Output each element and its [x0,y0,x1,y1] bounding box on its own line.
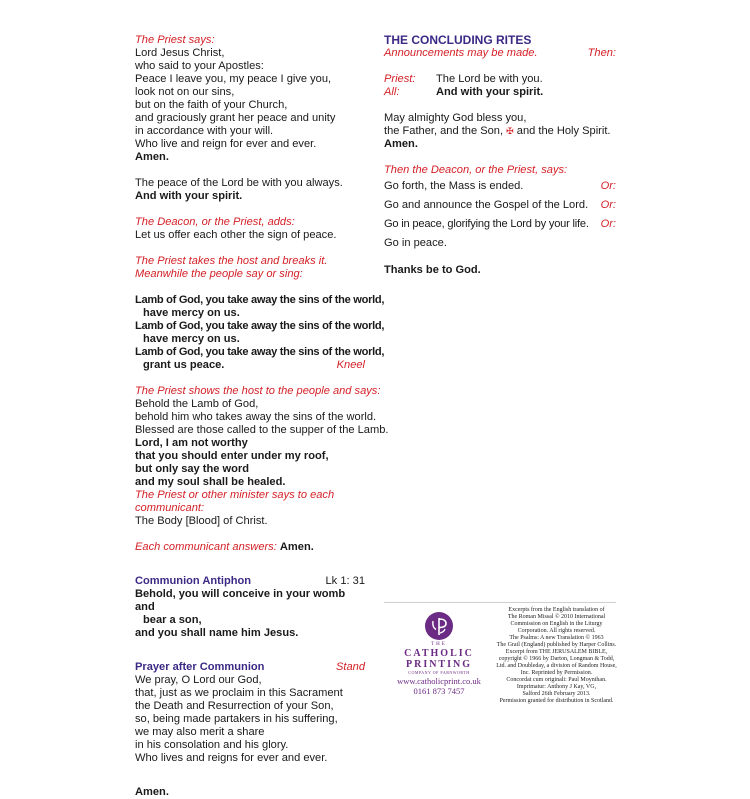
blessing-amen: Amen. [384,138,418,150]
prayer-line: Who live and reign for ever and ever. [135,138,317,150]
prayer-line: in accordance with your will. [135,125,274,137]
copyright-line: Corporation. All rights reserved. [517,628,596,634]
lamb-line: Lamb of God, you take away the sins of the world, [135,294,385,306]
dismissal-row [384,199,616,212]
dismissal-text: Go and announce the Gospel of the Lord. [384,199,589,211]
amen-response: Amen. [279,541,314,553]
website-link[interactable]: www.catholicprint.co.uk [397,676,481,686]
copyright-line: Salford 26th February 2013. [522,691,591,697]
prayer-line: look not on our sins, [135,86,235,98]
copyright-line: Ltd. and Doubleday, a division of Random House, [496,663,617,669]
publisher-footer [384,602,617,704]
dismissal-text: Go in peace, glorifying the Lord by your life. [384,218,589,230]
copyright-line: Excerpts from the English translation of [508,607,605,613]
mercy-line: have mercy on us. [143,333,240,345]
logo-subtitle: COMPANY OF FARNWORTH [408,670,470,675]
response-line: Lord, I am not worthy [135,437,248,449]
antiphon-line: and you shall name him Jesus. [135,627,299,639]
prayer-line: Peace I leave you, my peace I give you, [135,73,332,85]
prayer-line: Lord Jesus Christ, [135,47,225,59]
copyright-line: The Psalms: A new Translation © 1963 [509,635,604,641]
behold-line: Blessed are those called to the supper of the Lamb. [135,424,389,436]
pac-line: we may also merit a share [135,726,265,738]
cross-icon: ✠ [506,126,514,136]
rubric-communicant: communicant: [135,502,205,514]
lamb-of-god [135,294,385,372]
lord-not-worthy [135,437,365,489]
copyright-line: Imprimatur: Anthony J Kay, VG, [516,684,597,690]
mercy-line: have mercy on us. [143,307,240,319]
response-line: but only say the word [135,463,250,475]
all-label: All: [384,86,400,98]
pac-heading-row [135,661,365,674]
prayer-after-communion-text [135,674,365,765]
body-blood-line: The Body [Blood] of Christ. [135,515,268,527]
rubric-then: Then: [587,47,616,59]
copyright-line: Permission granted for distribution in Scotland. [499,698,614,704]
blessing-trinity-line [384,125,616,138]
antiphon-heading-row [135,575,365,588]
copyright-line: Excerpt from THE JERUSALEM BIBLE, [505,649,608,655]
pac-line: We pray, O Lord our God, [135,674,262,686]
right-column [384,34,616,277]
logo-printing: PRINTING [405,659,472,670]
grant-peace-row [135,359,365,372]
prayer-after-communion-title: Prayer after Communion [135,661,265,673]
chi-rho-icon [424,611,454,641]
pac-line: in his consolation and his glory. [135,739,289,751]
prayer-line: who said to your Apostles: [135,60,264,72]
concluding-rites-title: THE CONCLUDING RITES [384,33,532,47]
communion-antiphon-title: Communion Antiphon [135,575,252,587]
pac-line: that, just as we proclaim in this Sacrament [135,687,343,699]
or-rubric: Or: [600,218,616,230]
logo-catholic: CATHOLIC [404,648,474,659]
lamb-line: Lamb of God, you take away the sins of the world, [135,320,385,332]
rubric-priest-says: The Priest says: [135,34,215,46]
communicant-answer-row [135,541,365,554]
copyright-line: Concordat cum originali: Paul Moynihan. [506,677,607,683]
rubric-deacon-says: Then the Deacon, or the Priest, says: [384,164,568,176]
communion-antiphon-text [135,588,365,640]
sign-of-peace-line: Let us offer each other the sign of peace. [135,229,337,241]
rubric-shows-host: The Priest shows the host to the people and says: [135,385,381,397]
dismissal-row [384,218,616,231]
copyright-line: The Roman Missal © 2010 International [507,614,606,620]
left-column [135,34,389,799]
response-line: and my soul shall be healed. [135,476,286,488]
publisher-logo [384,611,494,696]
behold-line: behold him who takes away the sins of the world. [135,411,377,423]
rubric-communicant-answers: Each communicant answers: [135,541,277,553]
rubric-host-breaks: The Priest takes the host and breaks it. [135,255,328,267]
copyright-line: Commission on English in the Liturgy [510,621,603,627]
or-rubric: Or: [600,199,616,211]
or-rubric: Or: [600,180,616,192]
peace-greeting: The peace of the Lord be with you always. [135,177,343,189]
rubric-deacon-adds: The Deacon, or the Priest, adds: [135,216,295,228]
priest-greeting-row [384,73,616,86]
behold-line: Behold the Lamb of God, [135,398,259,410]
antiphon-line: Behold, you will conceive in your womb and [135,588,346,613]
dismissal-row [384,237,616,250]
dismissal-text: Go in peace. [384,237,447,249]
peace-response: And with your spirit. [135,190,243,202]
rubric-announcements: Announcements may be made. [384,47,538,59]
prayer-line: and graciously grant her peace and unity [135,112,336,124]
amen-response: Amen. [135,786,169,798]
stand-rubric: Stand [336,661,365,673]
blessing-line: May almighty God bless you, [384,112,527,124]
priest-greeting: The Lord be with you. [436,73,543,85]
blessing-text: the Father, and the Son, [384,125,504,137]
priest-label: Priest: [384,73,416,85]
dismissal-row [384,180,616,193]
dismissal-text: Go forth, the Mass is ended. [384,180,524,192]
prayer-for-peace [135,47,365,151]
prayer-line: but on the faith of your Church, [135,99,288,111]
copyright-line: Inc. Reprinted by Permission. [520,670,593,676]
pac-line: Who lives and reigns for ever and ever. [135,752,328,764]
copyright-line: The Grail (England) published by Harper Collins. [496,642,617,648]
grant-peace-line: grant us peace. [143,359,225,371]
all-response-row [384,86,616,99]
pac-line: the Death and Resurrection of your Son, [135,700,334,712]
amen-response: Amen. [135,151,169,163]
lamb-line: Lamb of God, you take away the sins of the world, [135,346,385,358]
logo-the: THE [431,642,447,647]
response-line: that you should enter under my roof, [135,450,329,462]
behold-lamb [135,398,389,437]
blessing-text: and the Holy Spirit. [516,125,611,137]
thanks-response: Thanks be to God. [384,264,481,276]
rubric-people-sing: Meanwhile the people say or sing: [135,268,303,280]
antiphon-reference: Lk 1: 31 [325,575,365,587]
copyright-notice [494,607,619,705]
rubric-minister-says: The Priest or other minister says to each [135,489,335,501]
antiphon-line: bear a son, [143,614,202,626]
pac-line: so, being made partakers in his suffering, [135,713,338,725]
phone-number: 0161 873 7457 [413,686,465,696]
announcements-row [384,47,616,60]
all-response: And with your spirit. [436,86,544,98]
copyright-line: copyright © 1966 by Darton, Longman & Todd, [498,656,615,662]
kneel-rubric: Kneel [336,359,365,371]
